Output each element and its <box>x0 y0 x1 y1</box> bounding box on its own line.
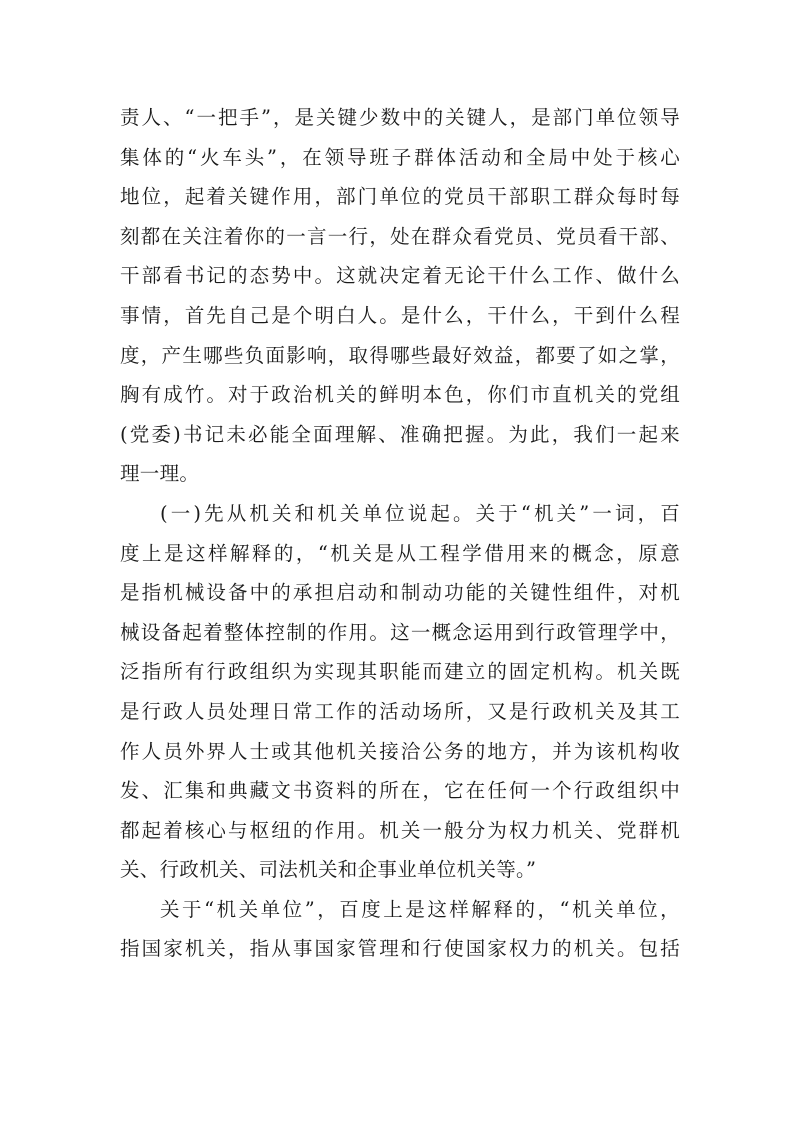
text-line: 地位，起着关键作用，部门单位的党员干部职工群众每时每 <box>120 185 680 209</box>
text-line: 是指机械设备中的承担启动和制动功能的关键性组件，对机 <box>120 581 680 605</box>
text-line: (一)先从机关和机关单位说起。关于“机关”一词，百 <box>160 501 680 525</box>
text-line: 都起着核心与枢纽的作用。机关一般分为权力机关、党群机 <box>120 818 680 842</box>
paragraph-3 <box>120 890 680 969</box>
text-line: 理一理。 <box>120 462 200 486</box>
text-line: 责人、“一把手”，是关键少数中的关键人，是部门单位领导 <box>120 106 680 129</box>
text-line: 胸有成竹。对于政治机关的鲜明本色，你们市直机关的党组 <box>120 383 680 407</box>
text-line: 度上是这样解释的，“机关是从工程学借用来的概念，原意 <box>120 541 680 565</box>
text-line: 度，产生哪些负面影响，取得哪些最好效益，都要了如之掌， <box>120 343 680 367</box>
text-line: 关于“机关单位”，百度上是这样解释的，“机关单位， <box>160 897 680 921</box>
text-line: 发、汇集和典藏文书资料的所在，它在任何一个行政组织中 <box>120 779 680 803</box>
text-line: 集体的“火车头”，在领导班子群体活动和全局中处于核心 <box>120 145 680 169</box>
text-line: 是行政人员处理日常工作的活动场所，又是行政机关及其工 <box>120 699 680 723</box>
paragraph-2 <box>120 494 680 890</box>
document-body <box>120 98 680 969</box>
text-line: 关、行政机关、司法机关和企事业单位机关等。” <box>120 858 537 882</box>
text-line: 泛指所有行政组织为实现其职能而建立的固定机构。机关既 <box>120 660 680 684</box>
text-line: (党委)书记未必能全面理解、准确把握。为此，我们一起来 <box>120 422 680 446</box>
paragraph-1 <box>120 98 680 494</box>
text-line: 械设备起着整体控制的作用。这一概念运用到行政管理学中， <box>120 620 680 644</box>
text-line: 指国家机关，指从事国家管理和行使国家权力的机关。包括 <box>120 937 680 961</box>
text-line: 刻都在关注着你的一言一行，处在群众看党员、党员看干部、 <box>120 224 680 248</box>
text-line: 作人员外界人士或其他机关接洽公务的地方，并为该机构收 <box>120 739 680 763</box>
text-line: 干部看书记的态势中。这就决定着无论干什么工作、做什么 <box>120 264 680 288</box>
text-line: 事情，首先自己是个明白人。是什么，干什么，干到什么程 <box>120 303 680 327</box>
